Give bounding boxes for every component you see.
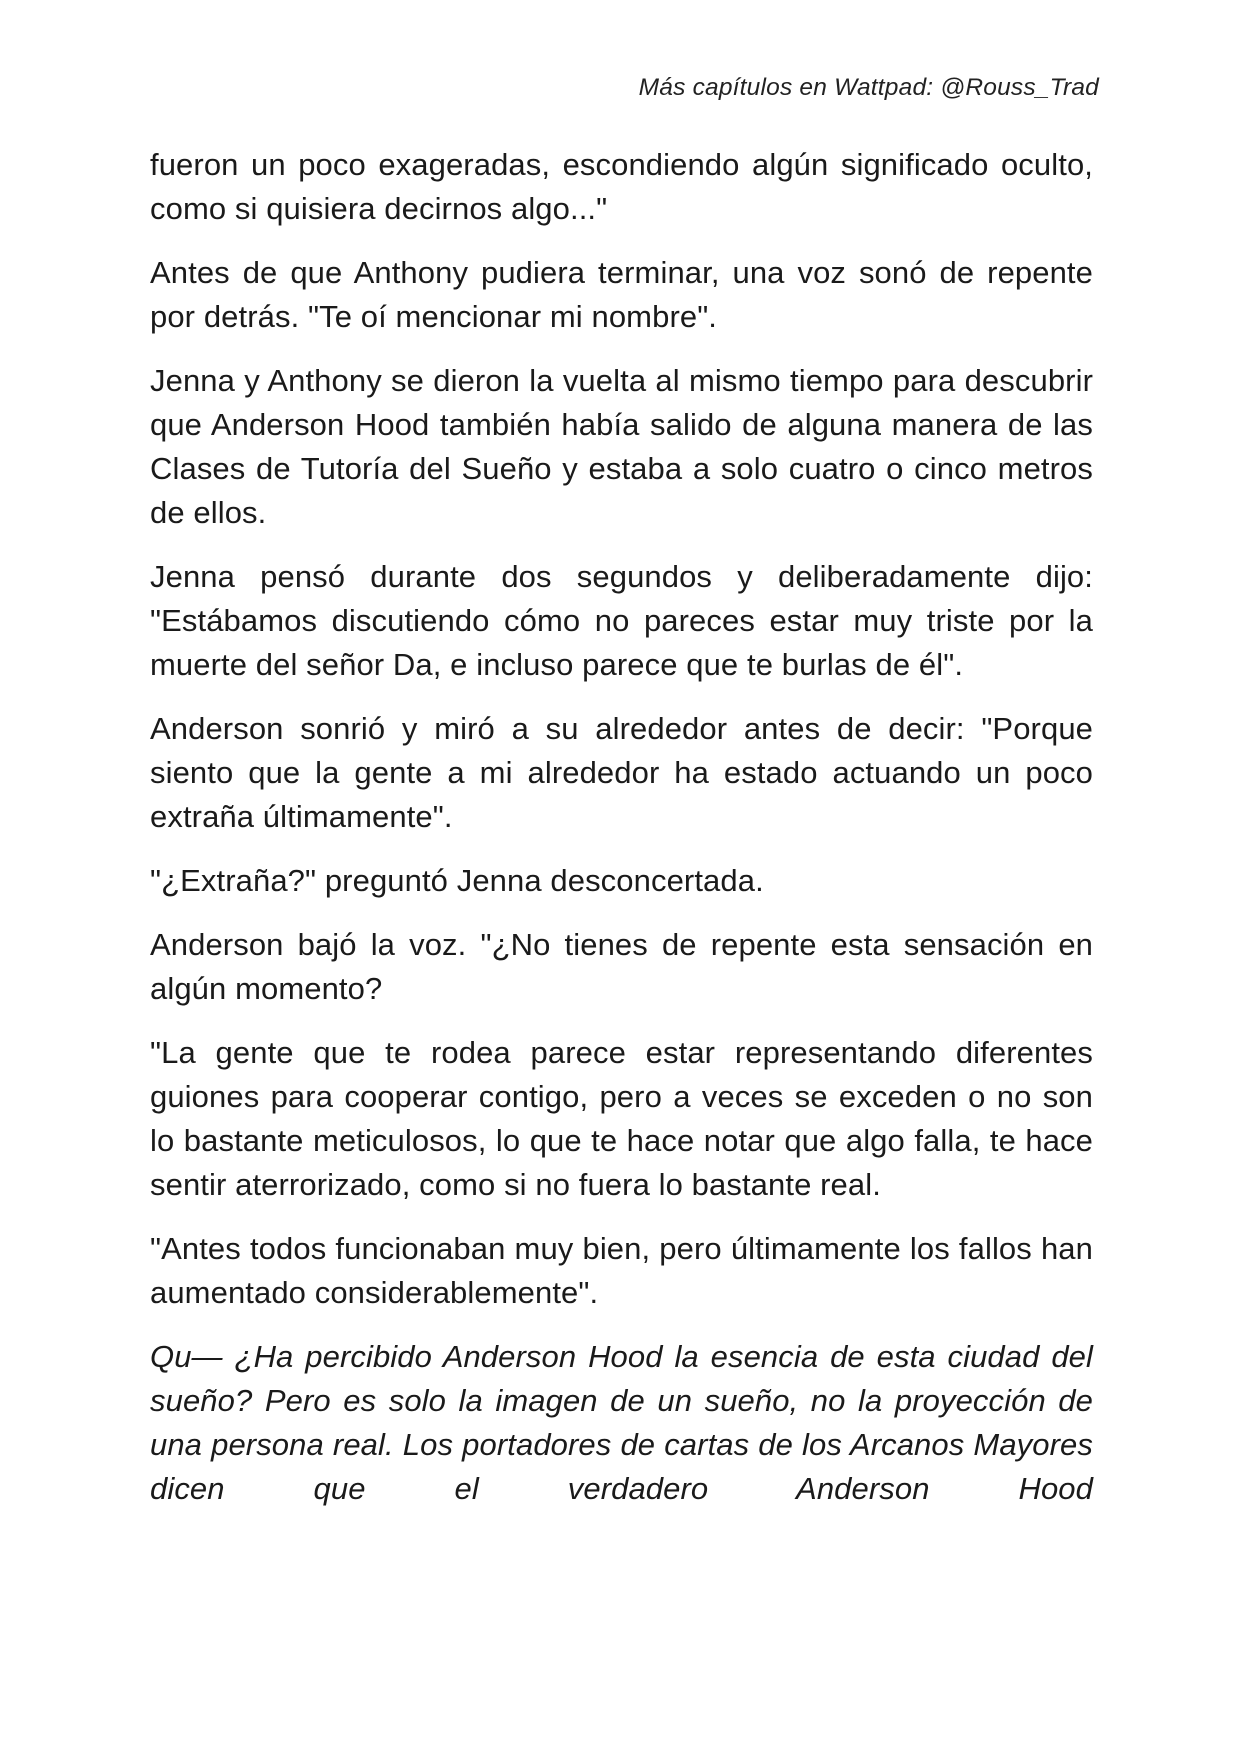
paragraph: "Antes todos funcionaban muy bien, pero últimamente los fallos han aumentado considerablemente". [150,1231,1093,1310]
paragraph: Jenna pensó durante dos segundos y deliberadamente dijo: "Estábamos discutiendo cómo no pareces estar muy triste por la muerte del señor Da, e incluso parece que te burlas de él". [150,559,1093,682]
paragraph: Anderson bajó la voz. "¿No tienes de repente esta sensación en algún momento? [150,927,1093,1006]
paragraph: Jenna y Anthony se dieron la vuelta al mismo tiempo para descubrir que Anderson Hood también había salido de alguna manera de las Clases de Tutoría del Sueño y estaba a solo cuatro o cinco metros de ellos. [150,363,1093,530]
paragraph: Anderson sonrió y miró a su alrededor antes de decir: "Porque siento que la gente a mi alrededor ha estado actuando un poco extraña últimamente". [150,711,1093,834]
paragraph: Antes de que Anthony pudiera terminar, una voz sonó de repente por detrás. "Te oí mencionar mi nombre". [150,255,1093,334]
paragraph: "¿Extraña?" preguntó Jenna desconcertada. [150,863,764,898]
body-text [150,143,1093,1531]
paragraph: fueron un poco exageradas, escondiendo algún significado oculto, como si quisiera decirnos algo..." [150,147,1093,226]
page-header-note: Más capítulos en Wattpad: @Rouss_Trad [638,74,1099,101]
paragraph-italic: Qu— ¿Ha percibido Anderson Hood la esencia de esta ciudad del sueño? Pero es solo la imagen de un sueño, no la proyección de una persona real. Los portadores de cartas de los Arcanos Mayores dicen que el verdadero Anderson Hood [150,1339,1093,1506]
paragraph: "La gente que te rodea parece estar representando diferentes guiones para cooperar contigo, pero a veces se exceden o no son lo bastante meticulosos, lo que te hace notar que algo falla, te hace sentir aterrorizado, como si no fuera lo bastante real. [150,1035,1093,1202]
